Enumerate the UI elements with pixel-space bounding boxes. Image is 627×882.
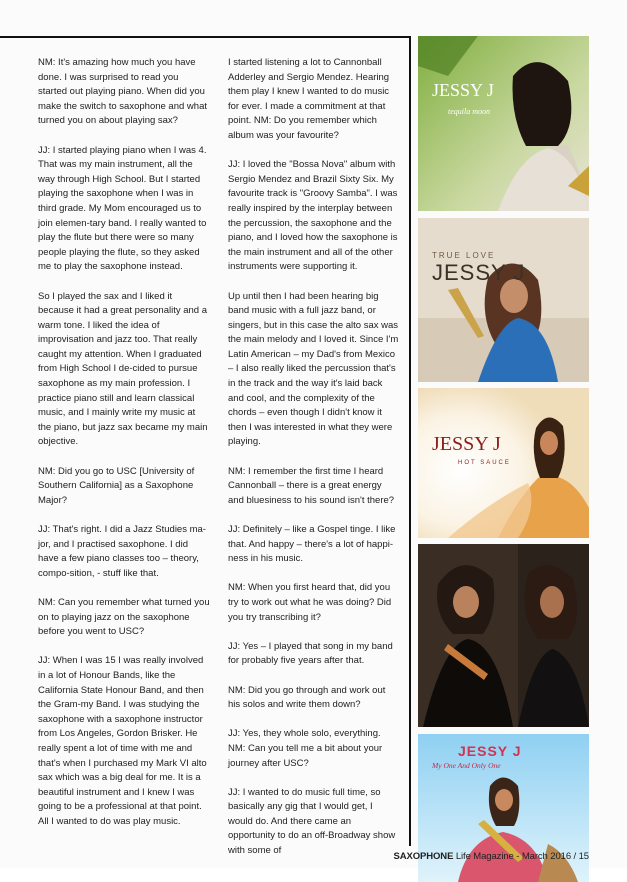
paragraph: JJ: I started playing piano when I was 4. That was my main instrument, all the way through High School. But I started playing the saxophone when I was in third grade. My Mom encouraged us to join elemen-tary band. I really wanted to play the flute but there were so many people playing the flute, so they asked me to play the saxophone instead. [38, 144, 207, 273]
cover-subtitle: TRUE LOVE [432, 251, 496, 260]
album-cover-portrait [418, 544, 589, 727]
paragraph: JJ: When I was 15 I was really involved in a lot of Honour Bands, like the California State Honour Band, and then the Gram-my Band. I was studying the saxophone with a saxophone instructor from Los Angeles, Gordon Brisker. He really spent a lot of time with me and that's when I purchased my Mark VI alto sax which was a big deal for me. It is a beautiful instrument and I knew I was going to be a professional at that point. All I wanted to do was play music. [38, 655, 207, 827]
cover-subtitle: My One And Only One [432, 761, 501, 770]
paragraph: JJ: I loved the "Bossa Nova" album with Sergio Mendez and Brazil Sixty Six. My favourite track is "Groovy Samba". I was really inspired by the interplay between the percussion, the saxophone and the piano, and I loved how the saxophone is the main instrument and all of the other instruments were supporting it. [228, 159, 398, 273]
paragraph: JJ: Definitely – like a Gospel tinge. I like that. And happy – there's a lot of happi-ness in his music. [228, 524, 396, 565]
cover-title: JESSY J [432, 80, 494, 100]
paragraph: So I played the sax and I liked it because it had a great personality and a warm tone. I liked the idea of improvisation and jazz too. That really caught my attention. When I graduated from High School I de-cided to pursue saxophone as my main profession. I practice piano still and learn classical music, and I mainly write my music at the piano, but jazz sax became my main objective. [38, 290, 208, 448]
cover-title: JESSY J [432, 433, 501, 455]
footer-issue-page: Life Magazine - March 2016 / 15 [453, 851, 589, 862]
paragraph: Up until then I had been hearing big band music with a full jazz band, or singers, but in this case the alto sax was the main melody and I loved it. Since I'm Latin American – my Dad's from Mexico – I also really liked the percussion that's in the track and the way it's laid back and cool, and the complexity of the chords – even though I didn't know it then I was interested in what they were playing. [228, 290, 399, 448]
article-column-left [38, 56, 210, 844]
paragraph: JJ: Yes, they whole solo, everything. NM: Can you tell me a bit about your journey after USC? [228, 728, 383, 769]
column-divider [409, 36, 411, 846]
cover-subtitle: tequila moon [448, 107, 490, 116]
paragraph: JJ: I wanted to do music full time, so basically any gig that I would get, I would do. And there came an opportunity to do an off-Broadway show with some of [228, 786, 396, 857]
cover-title: JESSY J [458, 743, 522, 759]
paragraph: NM: When you first heard that, did you try to work out what he was doing? Did you try transcribing it? [228, 582, 392, 623]
album-cover-hot-sauce [418, 388, 589, 538]
article-column-right [228, 56, 400, 873]
paragraph: NM: It's amazing how much you have done. I was surprised to read you started out playing piano. When did you make the switch to saxophone and what turned you on about playing sax? [38, 57, 207, 127]
top-rule [0, 36, 410, 38]
paragraph: NM: Did you go to USC [University of Southern California] as a Saxophone Major? [38, 465, 195, 506]
paragraph: NM: Did you go through and work out his solos and write them down? [228, 684, 386, 711]
paragraph: JJ: That's right. I did a Jazz Studies ma-jor, and I practised saxophone. I did have a few piano classes too – theory, compo-sition, - stuff like that. [38, 524, 206, 579]
paragraph: NM: I remember the first time I heard Cannonball – there is a great energy and bluesiness to his sound isn't there? [228, 465, 395, 506]
album-cover-tequila-moon [418, 36, 589, 211]
paragraph: NM: Can you remember what turned you on to playing jazz on the saxophone before you went to USC? [38, 596, 210, 638]
page-footer [394, 851, 590, 862]
cover-title: JESSY J [432, 260, 526, 285]
magazine-brand: SAXOPHONE [393, 851, 454, 862]
cover-subtitle: HOT SAUCE [458, 460, 511, 466]
paragraph: JJ: Yes – I played that song in my band for probably five years after that. [228, 640, 393, 667]
album-cover-true-love [418, 218, 589, 382]
paragraph: I started listening a lot to Cannonball Adderley and Sergio Mendez. Hearing them play I knew I wanted to do music for ever. I made a commitment at that point. NM: Do you remember which album was your favourite? [228, 57, 390, 141]
